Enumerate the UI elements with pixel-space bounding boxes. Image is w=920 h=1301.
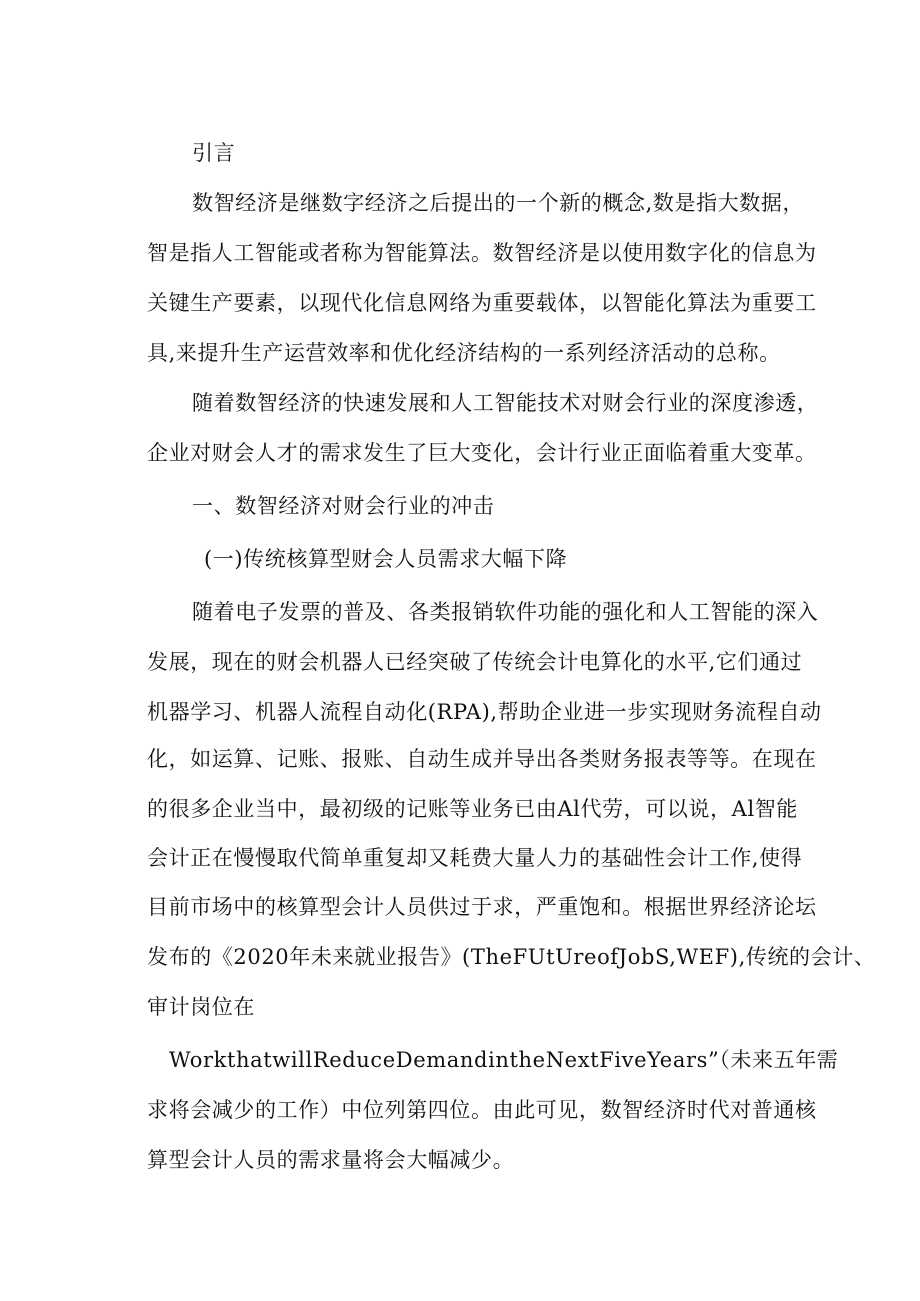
para3-line-3: 机器学习、机器人流程自动化(RPA),帮助企业进一步实现财务流程自动 (147, 700, 822, 724)
para3-line-8: 发布的《2020年未来就业报告》(TheFUtUreofJobS,WEF),传统的会计、 (147, 945, 876, 969)
para3-line-1: 随着电子发票的普及、各类报销软件功能的强化和人工智能的深入 (192, 600, 819, 624)
para3-line-2: 发展，现在的财会机器人已经突破了传统会计电算化的水平,它们通过 (147, 650, 803, 674)
subsection1-title: (一)传统核算型财会人员需求大幅下降 (204, 547, 568, 571)
section1-title: 一、数智经济对财会行业的冲击 (192, 494, 495, 518)
para1-line-1: 数智经济是继数字经济之后提出的一个新的概念,数是指大数据， (192, 191, 805, 215)
para3-line-9: 审计岗位在 (147, 995, 255, 1019)
para4-line-3: 算型会计人员的需求量将会大幅减少。 (147, 1148, 515, 1172)
para3-line-7: 目前市场中的核算型会计人员供过于求，严重饱和。根据世界经济论坛 (147, 895, 817, 919)
para2-line-1: 随着数智经济的快速发展和人工智能技术对财会行业的深度渗透， (192, 391, 819, 415)
para3-line-4: 化，如运算、记账、报账、自动生成并导出各类财务报表等等。在现在 (147, 747, 817, 771)
para2-line-2: 企业对财会人才的需求发生了巨大变化，会计行业正面临着重大变革。 (147, 441, 817, 465)
para1-line-4: 具,来提升生产运营效率和优化经济结构的一系列经济活动的总称。 (147, 341, 781, 365)
para1-line-2: 智是指人工智能或者称为智能算法。数智经济是以使用数字化的信息为 (147, 241, 817, 265)
para4-line-1: WorkthatwillReduceDemandintheNextFiveYears”（未来五年需 (169, 1048, 839, 1072)
para1-line-3: 关键生产要素，以现代化信息网络为重要载体，以智能化算法为重要工 (147, 291, 817, 315)
heading-intro: 引言 (192, 141, 236, 165)
para4-line-2: 求将会减少的工作）中位列第四位。由此可见，数智经济时代对普通核 (147, 1098, 817, 1122)
para3-line-5: 的很多企业当中，最初级的记账等业务已由Al代劳，可以说，Al智能 (147, 797, 798, 821)
para3-line-6: 会计正在慢慢取代简单重复却又耗费大量人力的基础性会计工作,使得 (147, 846, 803, 870)
